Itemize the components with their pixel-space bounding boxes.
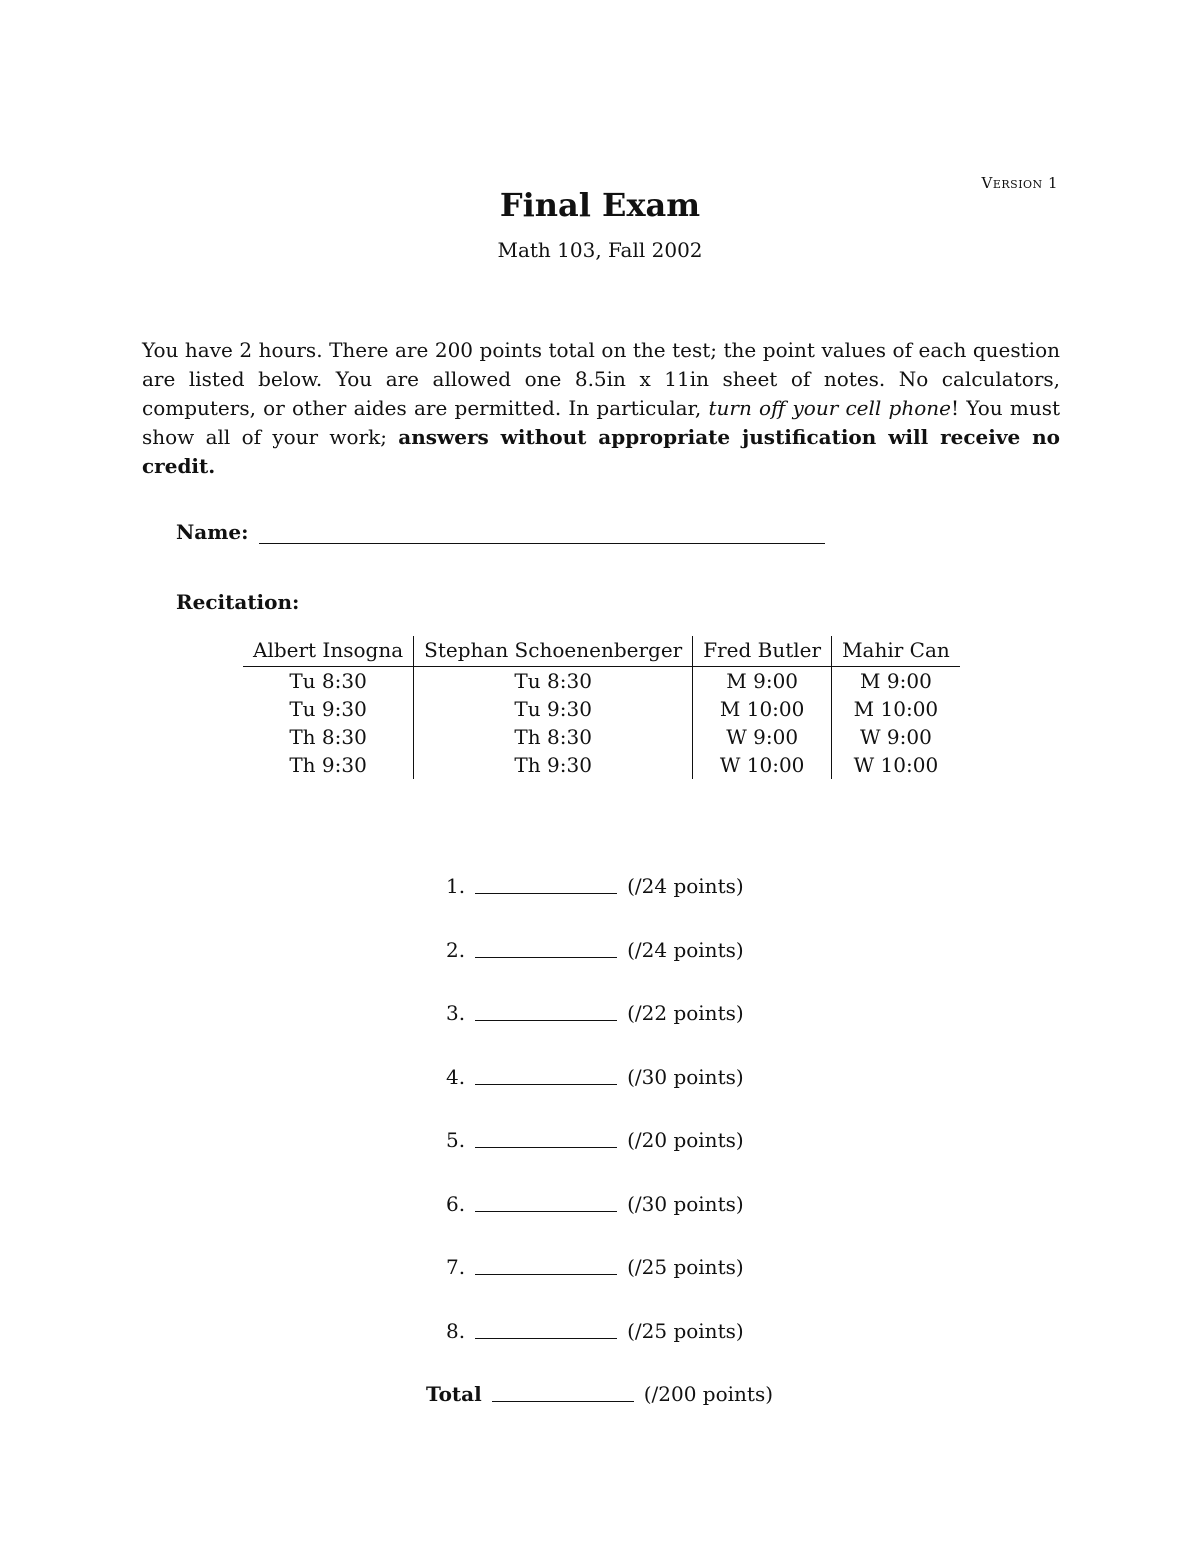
column-header: Fred Butler (693, 636, 832, 667)
table-row (243, 695, 960, 723)
instructions-emphasis: turn off your cell phone (708, 396, 951, 420)
score-row-4 (446, 1065, 744, 1089)
score-blank[interactable] (475, 1083, 617, 1085)
table-cell: W 10:00 (693, 751, 832, 779)
question-number: 1. (446, 874, 466, 898)
score-row-3 (446, 1001, 744, 1025)
score-row-1 (446, 874, 744, 898)
table-cell: Tu 8:30 (414, 667, 693, 696)
column-header: Mahir Can (832, 636, 960, 667)
table-cell: W 9:00 (860, 725, 932, 749)
question-number: 6. (446, 1192, 466, 1216)
question-points: (/24 points) (627, 938, 744, 962)
question-number: 8. (446, 1319, 466, 1343)
total-label: Total (426, 1382, 482, 1406)
instructions-text: You have 2 hours. There are 200 points total on the test; the point values of each question are listed below. You are allowed one 8.5in x 11in sheet of notes. No calculators, computers, or other aides are permitted. In particular, (142, 338, 1060, 420)
total-row (426, 1382, 773, 1406)
question-points: (/24 points) (627, 874, 744, 898)
total-blank[interactable] (492, 1400, 634, 1402)
table-cell: Th 9:30 (414, 751, 693, 779)
table-cell: Th 8:30 (414, 723, 693, 751)
name-row (176, 520, 825, 544)
table-cell: Th 9:30 (243, 751, 414, 779)
exam-subtitle: Math 103, Fall 2002 (497, 238, 703, 262)
table-row (243, 723, 960, 751)
version-label: Version 1 (981, 174, 1058, 192)
table-cell: W 9:00 (693, 723, 832, 751)
recitation-table (243, 636, 960, 779)
name-label: Name: (176, 520, 249, 544)
recitation-header-row (243, 636, 960, 667)
score-row-6 (446, 1192, 744, 1216)
question-number: 7. (446, 1255, 466, 1279)
question-points: (/22 points) (627, 1001, 744, 1025)
score-row-8 (446, 1319, 744, 1343)
score-blank[interactable] (475, 892, 617, 894)
table-cell: W 10:00 (853, 753, 939, 777)
recitation-label: Recitation: (176, 590, 300, 614)
score-blank[interactable] (475, 1210, 617, 1212)
question-number: 5. (446, 1128, 466, 1152)
question-points: (/25 points) (627, 1319, 744, 1343)
score-blank[interactable] (475, 1146, 617, 1148)
table-cell: M 9:00 (693, 667, 832, 696)
question-number: 3. (446, 1001, 466, 1025)
total-points: (/200 points) (643, 1382, 774, 1406)
score-row-7 (446, 1255, 744, 1279)
name-field[interactable] (259, 521, 825, 544)
column-header: Albert Insogna (243, 636, 414, 667)
score-blank[interactable] (475, 1337, 617, 1339)
table-row (243, 751, 960, 779)
column-header: Stephan Schoenenberger (414, 636, 693, 667)
instructions-text-2: ! You must show all of your work; (142, 396, 1060, 449)
question-points: (/20 points) (627, 1128, 744, 1152)
score-row-2 (446, 938, 744, 962)
question-number: 2. (446, 938, 466, 962)
score-blank[interactable] (475, 1019, 617, 1021)
question-points: (/30 points) (627, 1192, 744, 1216)
table-cell: M 10:00 (693, 695, 832, 723)
exam-title: Final Exam (499, 186, 701, 224)
table-cell: Tu 8:30 (243, 667, 414, 696)
score-blank[interactable] (475, 956, 617, 958)
question-points: (/30 points) (627, 1065, 744, 1089)
score-row-5 (446, 1128, 744, 1152)
instructions-paragraph (142, 336, 1060, 481)
table-cell: Th 8:30 (243, 723, 414, 751)
table-row (243, 667, 960, 696)
table-cell: M 9:00 (860, 669, 932, 693)
instructions-warning: answers without appropriate justification will receive no credit. (142, 425, 1060, 478)
table-cell: Tu 9:30 (414, 695, 693, 723)
score-blank[interactable] (475, 1273, 617, 1275)
question-points: (/25 points) (627, 1255, 744, 1279)
table-cell: M 10:00 (853, 697, 939, 721)
question-number: 4. (446, 1065, 466, 1089)
table-cell: Tu 9:30 (243, 695, 414, 723)
